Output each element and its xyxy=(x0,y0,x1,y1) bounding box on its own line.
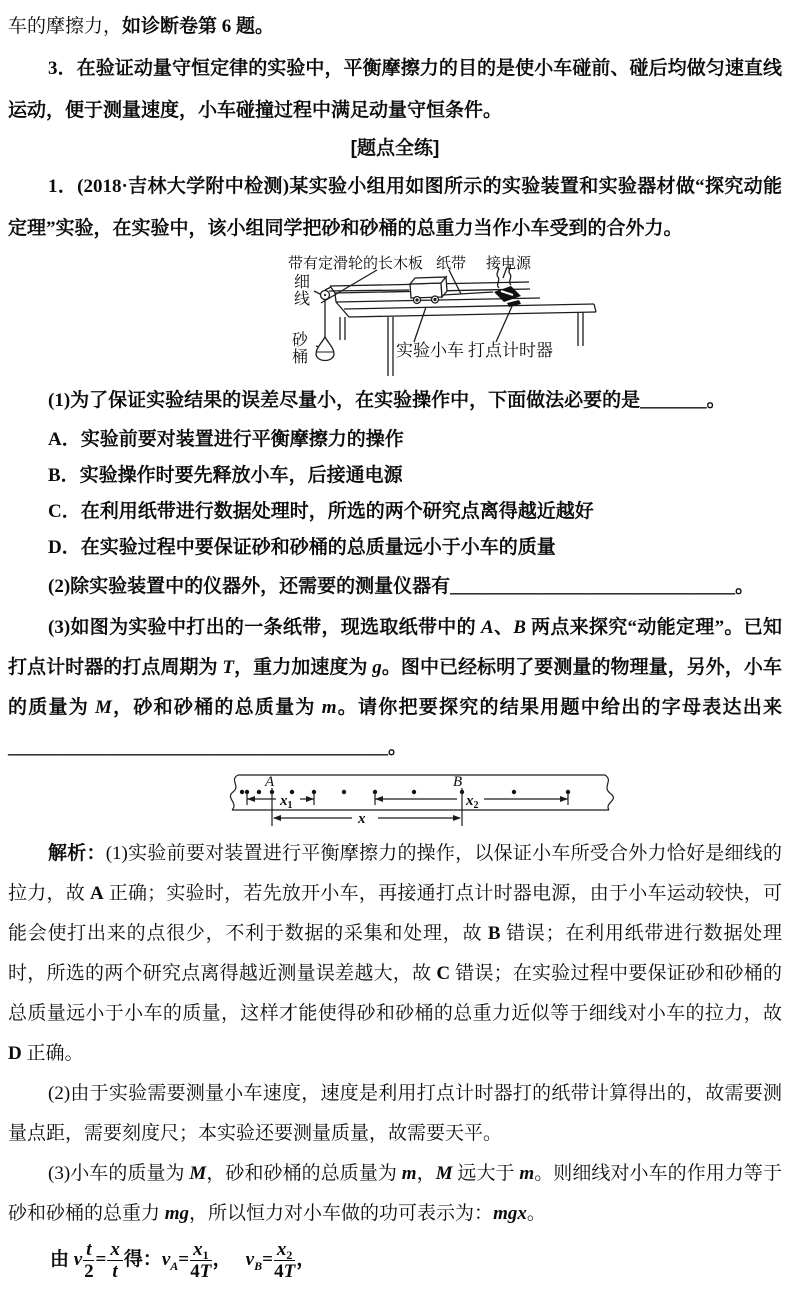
text-segment: (2)由于实验需要测量小车速度，速度是利用打点计时器打的纸带计算得出的，故需要测量点距，需要刻度尺；本实验还要测量质量，故需要天平。 xyxy=(8,1083,782,1144)
table-leg-right xyxy=(578,312,583,346)
fraction-x-over-t: $\frac{x}{t}$ xyxy=(107,1239,123,1283)
sand-bucket-icon xyxy=(316,337,334,361)
text-segment: m xyxy=(321,697,337,718)
x1-label: $x_1$ xyxy=(280,793,293,811)
table-front-edge xyxy=(349,312,596,317)
point-b-label: B xyxy=(453,774,463,790)
text-segment: 解析： xyxy=(48,843,106,864)
text-segment: M xyxy=(95,697,112,718)
option-b xyxy=(8,458,782,494)
formula-line: 由 v $\frac{t}{2}$ = $\frac{x}{t}$ 得：$v_A=$ $\frac{x_1}{4T}$ ， $v_B=$ $\frac{x_2}{4T}$ ， xyxy=(50,1238,316,1283)
table-leg-middle xyxy=(388,317,393,376)
question-part-1 xyxy=(8,380,782,422)
pulley-axle xyxy=(324,294,326,296)
fraction-t-over-2: $\frac{t}{2}$ xyxy=(84,1238,94,1283)
var-vA: v xyxy=(161,1249,171,1270)
x2-label: $x_2$ xyxy=(466,793,479,811)
text-segment: 车的摩擦力， xyxy=(8,16,123,37)
analysis-paragraph-1 xyxy=(8,834,782,1074)
comma-2: ， xyxy=(296,1249,316,1270)
analysis-paragraph-2 xyxy=(8,1074,782,1154)
text-segment: ， xyxy=(416,1163,436,1184)
option-a xyxy=(8,422,782,458)
equals-1: = xyxy=(95,1249,107,1270)
cart-front-face xyxy=(410,283,442,298)
section-header: [题点全练] xyxy=(350,138,440,159)
text-segment: m xyxy=(519,1163,535,1184)
bucket-label: 砂桶 xyxy=(292,332,309,366)
board-label-leader xyxy=(321,270,377,303)
tape-torn-right xyxy=(605,775,613,810)
option-d xyxy=(8,530,782,566)
text-segment: (2018·吉林大学附中检测) xyxy=(77,176,290,197)
cart-wheel-right-hub xyxy=(434,299,436,301)
apparatus-figure xyxy=(230,252,598,378)
table-back-edge xyxy=(344,304,594,309)
text-segment: A xyxy=(480,617,494,638)
equals-3: = xyxy=(262,1249,273,1270)
text-segment: C xyxy=(436,963,451,984)
text-segment: M xyxy=(435,1163,453,1184)
x-label: x xyxy=(358,811,366,827)
text-segment: 某实验小组用如图所示的实验装置和实验器材做“探究动能定理”实验，在实验中，该小组同学把砂和砂桶的总重力当作小车受到的合外力。 xyxy=(8,176,782,239)
text-segment: 错误；在利用纸带进行数据处理时，所选的两个研究点离得越近测量误差越大，故 xyxy=(8,923,782,984)
question-part-2 xyxy=(8,566,782,608)
tape-label: 纸带 xyxy=(436,256,467,272)
text-segment: D．在实验过程中要保证砂和砂桶的总质量远小于小车的质量 xyxy=(48,537,556,558)
text-segment: (1)为了保证实验结果的误差尽量小，在实验操作中，下面做法必要的是_______。 xyxy=(48,390,726,411)
formula-mid: 得： xyxy=(123,1249,162,1270)
tape-diagram-svg xyxy=(186,770,621,832)
text-segment: 、 xyxy=(493,617,514,638)
question-part-3 xyxy=(8,608,782,768)
text-segment: mgx xyxy=(493,1203,527,1224)
cart-wheel-left-hub xyxy=(416,299,418,301)
cart-label-leader xyxy=(414,307,426,342)
tape-dots xyxy=(240,790,570,794)
timer-label: 打点计时器 xyxy=(468,341,553,360)
text-segment: B xyxy=(513,617,526,638)
text-segment: (3)小车的质量为 xyxy=(48,1163,190,1184)
dimension-arrowheads xyxy=(247,796,568,821)
text-segment: A xyxy=(89,883,104,904)
text-segment: 1． xyxy=(48,176,78,197)
text-segment: B．实验操作时要先释放小车，后接通电源 xyxy=(48,465,403,486)
text-segment: mg xyxy=(164,1203,190,1224)
text-segment: D xyxy=(8,1043,22,1064)
text-segment: m xyxy=(401,1163,417,1184)
intro-line xyxy=(8,6,782,48)
fraction-x1-over-4T: $\frac{x_1}{4T}$ xyxy=(190,1238,212,1283)
text-segment: M xyxy=(189,1163,207,1184)
paper-tape-line xyxy=(443,292,493,295)
dimension-lines xyxy=(247,788,568,826)
text-segment: 远大于 xyxy=(452,1163,520,1184)
text-segment: (3)如图为实验中打出的一条纸带，现选取纸带中的 xyxy=(48,617,481,638)
text-segment: 3．在验证动量守恒定律的实验中，平衡摩擦力的目的是使小车碰前、碰后均做匀速直线运动，便于测量速度，小车碰撞过程中满足动量守恒条件。 xyxy=(8,58,782,121)
option-list xyxy=(8,422,782,566)
analysis-paragraph-3 xyxy=(8,1154,782,1234)
text-segment: T xyxy=(222,657,235,678)
text-segment: 两点来探究“动能定理”。已知打点计时器的打点周期为 xyxy=(8,617,782,678)
fraction-x2-over-4T: $\frac{x_2}{4T}$ xyxy=(274,1238,296,1283)
text-segment: ，重力加速度为 xyxy=(234,657,373,678)
board-label: 带有定滑轮的长木板 xyxy=(288,256,424,272)
text-segment: 。请你把要探究的结果用题中给出的字母表达出来________________________________________。 xyxy=(8,697,782,758)
text-segment: g xyxy=(372,657,382,678)
point-a-label: A xyxy=(265,774,275,790)
tape-torn-left xyxy=(230,775,238,810)
text-segment: 错误；在实验过程中要保证砂和砂桶的总质量远小于小车的质量，这样才能使得砂和砂桶的总重力近似等于细线对小车的拉力，故 xyxy=(8,963,782,1024)
text-segment: ，砂和砂桶的总质量为 xyxy=(111,697,322,718)
text-segment: 正确；实验时，若先放开小车，再接通打点计时器电源，由于小车运动较快，可能会使打出来的点很少，不利于数据的采集和处理，故 xyxy=(8,883,782,944)
apparatus-diagram-svg xyxy=(230,252,598,378)
text-segment: 正确。 xyxy=(21,1043,84,1064)
paragraph-3 xyxy=(8,48,782,132)
table-leg-left xyxy=(340,317,345,340)
var-v1: v xyxy=(73,1249,83,1270)
cart-label: 实验小车 xyxy=(396,341,464,360)
timer-label-leader xyxy=(496,304,513,342)
text-segment: B xyxy=(487,923,501,944)
option-c xyxy=(8,494,782,530)
equals-2: = xyxy=(178,1249,190,1270)
text-segment: 如诊断卷第 6 题。 xyxy=(122,16,275,37)
formula-lead: 由 xyxy=(50,1249,74,1270)
text-segment: ，所以恒力对小车做的功可表示为： xyxy=(189,1203,494,1224)
var-vB: v xyxy=(245,1249,255,1270)
question-1-stem xyxy=(8,166,782,250)
text-segment: (2)除实验装置中的仪器外，还需要的测量仪器有______________________________。 xyxy=(48,576,755,597)
power-label: 接电源 xyxy=(486,256,532,272)
text-segment: (1)实验前要对装置进行平衡摩擦力的操作，以保证小车所受合外力恰好是细线的拉力，故 xyxy=(8,843,782,904)
tape-figure xyxy=(186,770,621,832)
text-segment: A．实验前要对装置进行平衡摩擦力的操作 xyxy=(48,429,404,450)
comma-1: ， xyxy=(212,1249,232,1270)
pulley-mount xyxy=(325,287,331,290)
text-segment: 。 xyxy=(526,1203,546,1224)
text-segment: 。图中已经标明了要测量的物理量，另外，小车的质量为 xyxy=(8,657,782,718)
text-segment: 。则细线对小车的作用力等于砂和砂桶的总重力 xyxy=(8,1163,782,1224)
text-segment: C．在利用纸带进行数据处理时，所选的两个研究点离得越近越好 xyxy=(48,501,594,522)
string-label: 细线 xyxy=(294,274,311,308)
table-right-edge xyxy=(594,304,596,312)
text-segment: ，砂和砂桶的总质量为 xyxy=(206,1163,402,1184)
